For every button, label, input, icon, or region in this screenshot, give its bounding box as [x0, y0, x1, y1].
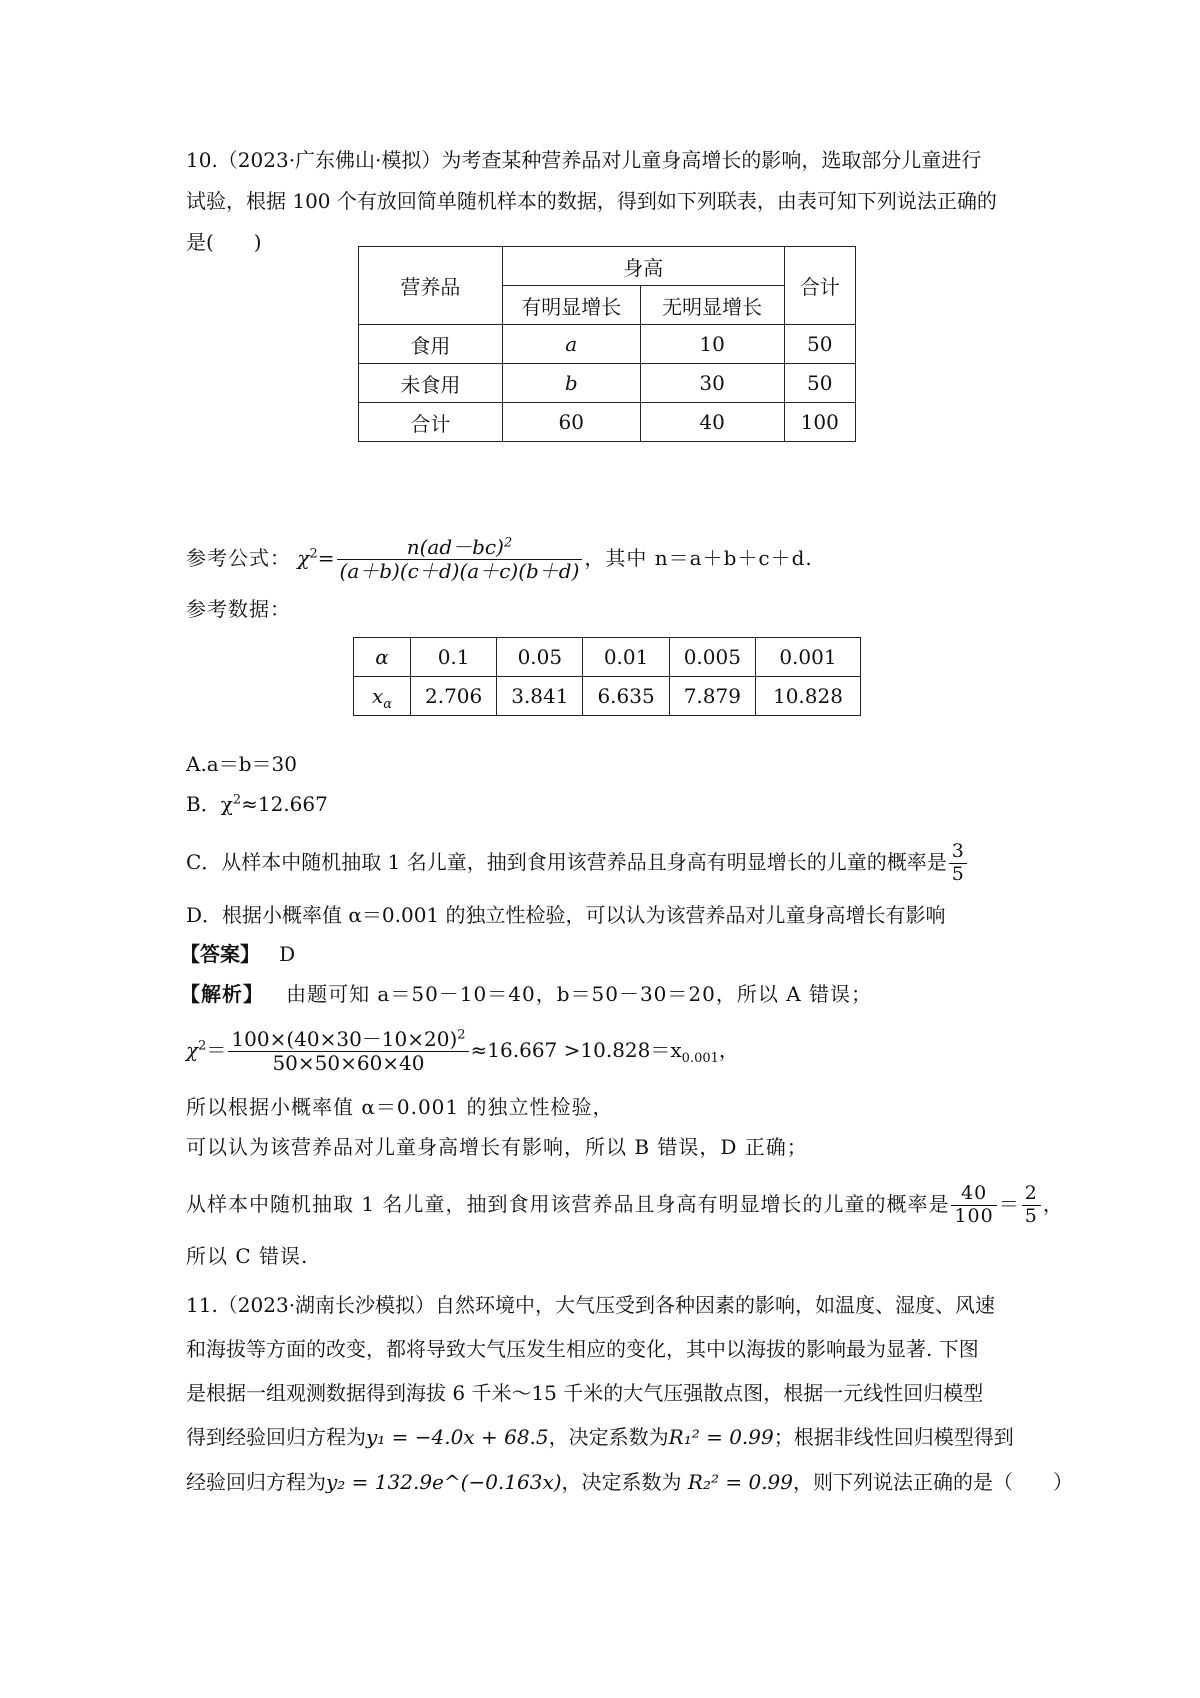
- q10-line-1: 10.（2023·广东佛山·模拟）为考查某种营养品对儿童身高增长的影响，选取部分儿童进行: [186, 148, 982, 172]
- critical-value-table: [353, 637, 861, 716]
- table-row: [354, 677, 861, 716]
- alpha-value: 0.01: [583, 638, 669, 677]
- analysis-fraction: $\frac{100\times(40\times 30-10\times 20)^2}{50\times 50\times 60\times 40}$: [228, 1028, 468, 1075]
- header-significant-growth: 有明显增长: [502, 286, 640, 325]
- answer-value: D: [279, 942, 296, 966]
- row-label: 合计: [359, 403, 503, 442]
- x-value: 7.879: [669, 677, 755, 716]
- table-row: [359, 325, 856, 364]
- option-c: C．从样本中随机抽取 1 名儿童，抽到食用该营养品且身高有明显增长的儿童的概率是 $\frac{3}{5}$: [186, 838, 969, 886]
- formula-denominator: (a＋b)(c＋d)(a＋c)(b＋d): [339, 559, 580, 583]
- probability-fraction-1: $\frac{40}{100}$: [951, 1183, 996, 1228]
- cell-value: b: [502, 364, 640, 403]
- table-row: [359, 364, 856, 403]
- x-value: 6.635: [583, 677, 669, 716]
- analysis-line-3: 所以根据小概率值 α＝0.001 的独立性检验，: [186, 1095, 614, 1119]
- x-value: 10.828: [755, 677, 860, 716]
- cell-value: 50: [784, 364, 855, 403]
- q11-line-4: 得到经验回归方程为y₁ = −4.0x + 68.5，决定系数为R₁² = 0.99；根据非线性回归模型得到: [186, 1425, 1014, 1449]
- cell-value: 30: [640, 364, 784, 403]
- cell-value: 50: [784, 325, 855, 364]
- header-nutrition: 营养品: [359, 247, 503, 325]
- row-label: 食用: [359, 325, 503, 364]
- table-row: [359, 403, 856, 442]
- analysis-chi-formula: $\chi^2=$ $\frac{100\times(40\times 30-10\times 20)^2}{50\times 50\times 60\times 40}$ $\approx 16.667 >10.828=x_{0.001}$，: [186, 1027, 739, 1075]
- x-value: 3.841: [497, 677, 583, 716]
- header-no-significant-growth: 无明显增长: [640, 286, 784, 325]
- answer-label: 【答案】: [180, 942, 260, 966]
- q11-line-2: 和海拔等方面的改变，都将导致大气压发生相应的变化，其中以海拔的影响最为显著. 下图: [186, 1337, 979, 1361]
- nonlinear-regression-equation: y₂ = 132.9e^(−0.163x): [326, 1470, 562, 1494]
- analysis-line-6: 所以 C 错误.: [186, 1244, 309, 1268]
- header-height: 身高: [502, 247, 784, 286]
- reference-data-label: 参考数据：: [186, 597, 291, 621]
- r-squared-1: R₁² = 0.99: [668, 1425, 774, 1449]
- formula-tail: ，其中 n＝a＋b＋c＋d.: [584, 546, 813, 570]
- cell-value: 100: [784, 403, 855, 442]
- formula-chi-exp: 2: [309, 546, 318, 562]
- header-total: 合计: [784, 247, 855, 325]
- cell-value: a: [502, 325, 640, 364]
- formula-eq: =: [317, 546, 335, 570]
- cell-value: 60: [502, 403, 640, 442]
- formula-label: 参考公式：: [186, 546, 291, 570]
- q11-line-1: 11.（2023·湖南长沙模拟）自然环境中，大气压受到各种因素的影响，如温度、湿度、风速: [186, 1293, 996, 1317]
- alpha-value: 0.005: [669, 638, 755, 677]
- formula-numerator: $n(ad-bc)^2$: [337, 536, 583, 560]
- contingency-table: [358, 246, 856, 442]
- x-alpha-label: $x_\alpha$: [354, 677, 411, 716]
- option-d: D．根据小概率值 α＝0.001 的独立性检验，可以认为该营养品对儿童身高增长有影响: [186, 903, 946, 927]
- alpha-label: α: [354, 638, 411, 677]
- answer-line: [180, 939, 295, 969]
- reference-formula: [186, 528, 813, 588]
- cell-value: 10: [640, 325, 784, 364]
- probability-fraction-2: $\frac{2}{5}$: [1022, 1183, 1041, 1228]
- q11-line-5: 经验回归方程为y₂ = 132.9e^(−0.163x)，决定系数为 R₂² = 0.99，则下列说法正确的是（ ）: [186, 1470, 1074, 1494]
- alpha-value: 0.05: [497, 638, 583, 677]
- analysis-line-4: 可以认为该营养品对儿童身高增长有影响，所以 B 错误，D 正确；: [186, 1135, 808, 1159]
- table-row: [354, 638, 861, 677]
- analysis-label: 【解析】: [180, 982, 264, 1006]
- x-value: 2.706: [411, 677, 497, 716]
- formula-fraction: [337, 536, 583, 583]
- option-c-fraction: $\frac{3}{5}$: [949, 841, 967, 886]
- analysis-line-5: 从样本中随机抽取 1 名儿童，抽到食用该营养品且身高有明显增长的儿童的概率是 $\frac{40}{100}$ ＝ $\frac{2}{5}$ ，: [186, 1182, 1064, 1227]
- cell-value: 40: [640, 403, 784, 442]
- q11-line-3: 是根据一组观测数据得到海拔 6 千米～15 千米的大气压强散点图，根据一元线性回归模型: [186, 1381, 984, 1405]
- q10-line-2: 试验，根据 100 个有放回简单随机样本的数据，得到如下列联表，由表可知下列说法正确的: [186, 189, 997, 213]
- formula-chi: χ: [297, 546, 310, 570]
- alpha-value: 0.001: [755, 638, 860, 677]
- alpha-value: 0.1: [411, 638, 497, 677]
- option-a: A.a＝b＝30: [186, 752, 297, 776]
- r-squared-2: R₂² = 0.99: [687, 1470, 794, 1494]
- option-b: B．$\chi^2\approx 12.667$: [186, 792, 328, 816]
- analysis-line-1: 【解析】 由题可知 a＝50－10＝40，b＝50－30＝20，所以 A 错误；: [180, 982, 873, 1006]
- row-label: 未食用: [359, 364, 503, 403]
- linear-regression-equation: y₁ = −4.0x + 68.5: [366, 1425, 549, 1449]
- q10-line-3: 是( ): [186, 230, 262, 254]
